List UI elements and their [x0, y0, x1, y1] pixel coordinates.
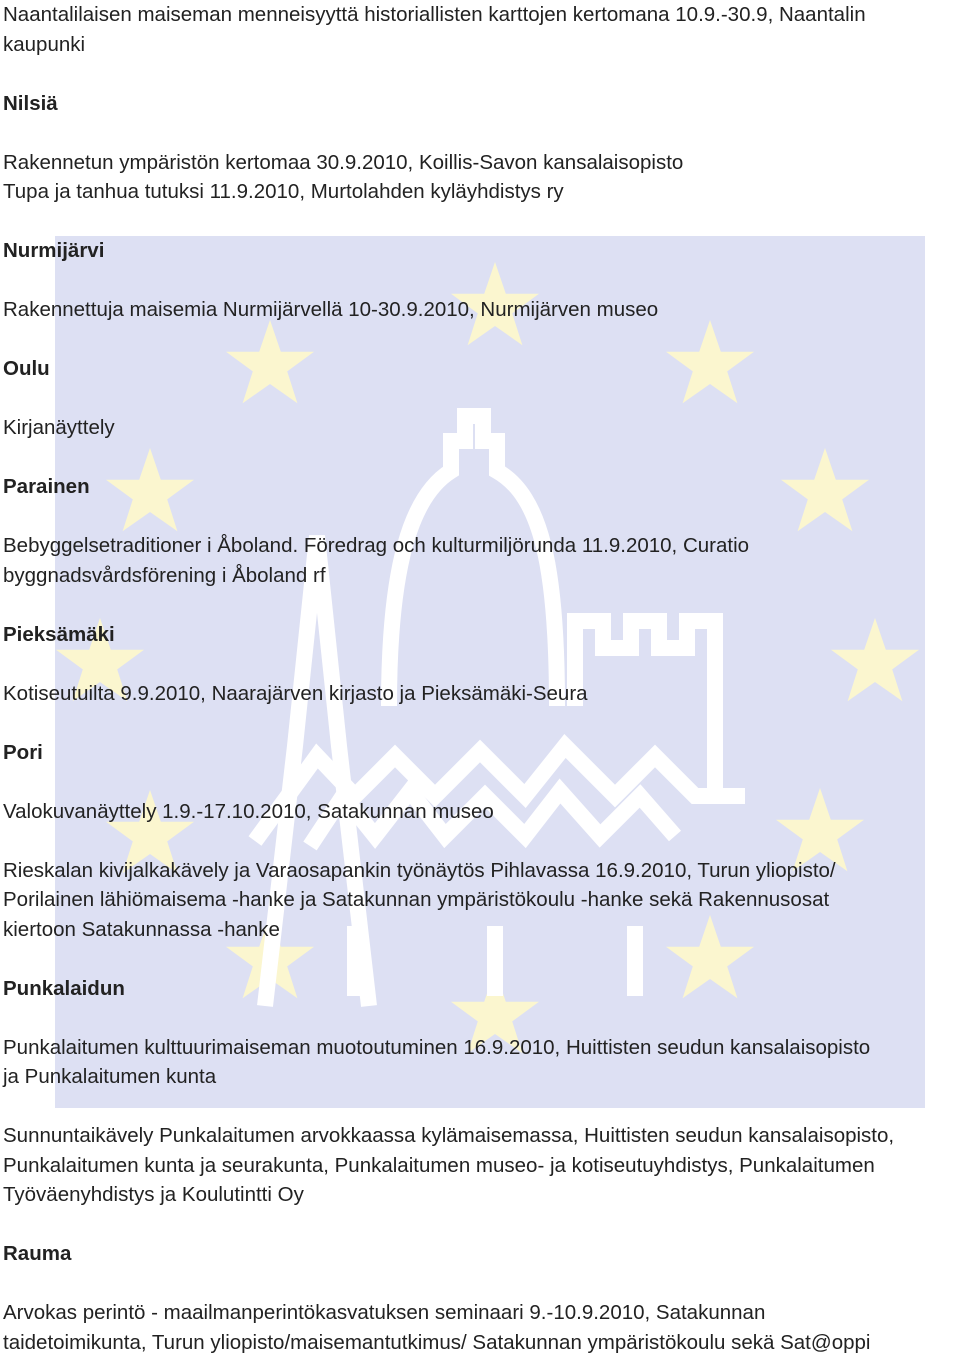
section-heading: Rauma [3, 1242, 72, 1265]
section-heading: Punkalaidun [3, 976, 125, 1000]
section-oulu [3, 354, 960, 443]
section-heading: Pori [3, 740, 43, 764]
section-heading: Nurmijärvi [3, 239, 105, 262]
section-heading: Nilsiä [3, 91, 58, 115]
section-parainen [3, 472, 960, 590]
paragraph: Bebyggelsetraditioner i Åboland. Föredrag och kulturmiljörunda 11.9.2010, Curatio byggnadsvårdsförening i Åboland rf [3, 534, 750, 587]
document-body [3, 0, 960, 1357]
paragraph: Punkalaitumen kulttuurimaiseman muotoutuminen 16.9.2010, Huittisten seudun kansalaisopisto ja Punkalaitumen kunta [3, 1035, 871, 1088]
section-heading: Oulu [3, 357, 50, 380]
section-nilsia [3, 89, 960, 207]
paragraph: Rieskalan kivijalkakävely ja Varaosapankin työnäytös Pihlavassa 16.9.2010, Turun yliopisto/ Porilainen lähiömaisema -hanke ja Satakunnan ympäristökoulu -hanke sekä Rakennusosat kiertoon Satakunnassa -hanke [3, 858, 836, 941]
section-pori [3, 738, 960, 945]
section-intro [3, 0, 960, 59]
paragraph: Naantalilaisen maiseman menneisyyttä historiallisten karttojen kertomana 10.9.-30.9, Naantalin kaupunki [3, 3, 866, 56]
paragraph: Kirjanäyttely [3, 416, 115, 439]
section-pieksamaki [3, 620, 960, 709]
paragraph: Valokuvanäyttely 1.9.-17.10.2010, Satakunnan museo [3, 799, 494, 823]
paragraph: Kotiseutuilta 9.9.2010, Naarajärven kirjasto ja Pieksämäki-Seura [3, 681, 588, 705]
section-heading: Parainen [3, 475, 90, 498]
paragraph: Rakennetun ympäristön kertomaa 30.9.2010, Koillis-Savon kansalaisopisto Tupa ja tanhua tutuksi 11.9.2010, Murtolahden kyläyhdistys ry [3, 150, 684, 203]
paragraph: Sunnuntaikävely Punkalaitumen arvokkaassa kylämaisemassa, Huittisten seudun kansalaisopisto, Punkalaitumen kunta ja seurakunta, Punkalaitumen museo- ja kotiseutuyhdistys, Punkalaitumen Työväenyhdistys ja Koulutintti Oy [3, 1124, 895, 1206]
paragraph: Rakennettuja maisemia Nurmijärvellä 10-30.9.2010, Nurmijärven museo [3, 298, 659, 321]
section-heading: Pieksämäki [3, 622, 115, 646]
section-punkalaidun [3, 974, 960, 1210]
section-nurmijarvi [3, 236, 960, 325]
section-rauma [3, 1239, 960, 1357]
paragraph: Arvokas perintö - maailmanperintökasvatuksen seminaari 9.-10.9.2010, Satakunnan taidetoimikunta, Turun yliopisto/maisemantutkimus/ Satakunnan ympäristökoulu sekä Sat@oppi [3, 1301, 871, 1354]
